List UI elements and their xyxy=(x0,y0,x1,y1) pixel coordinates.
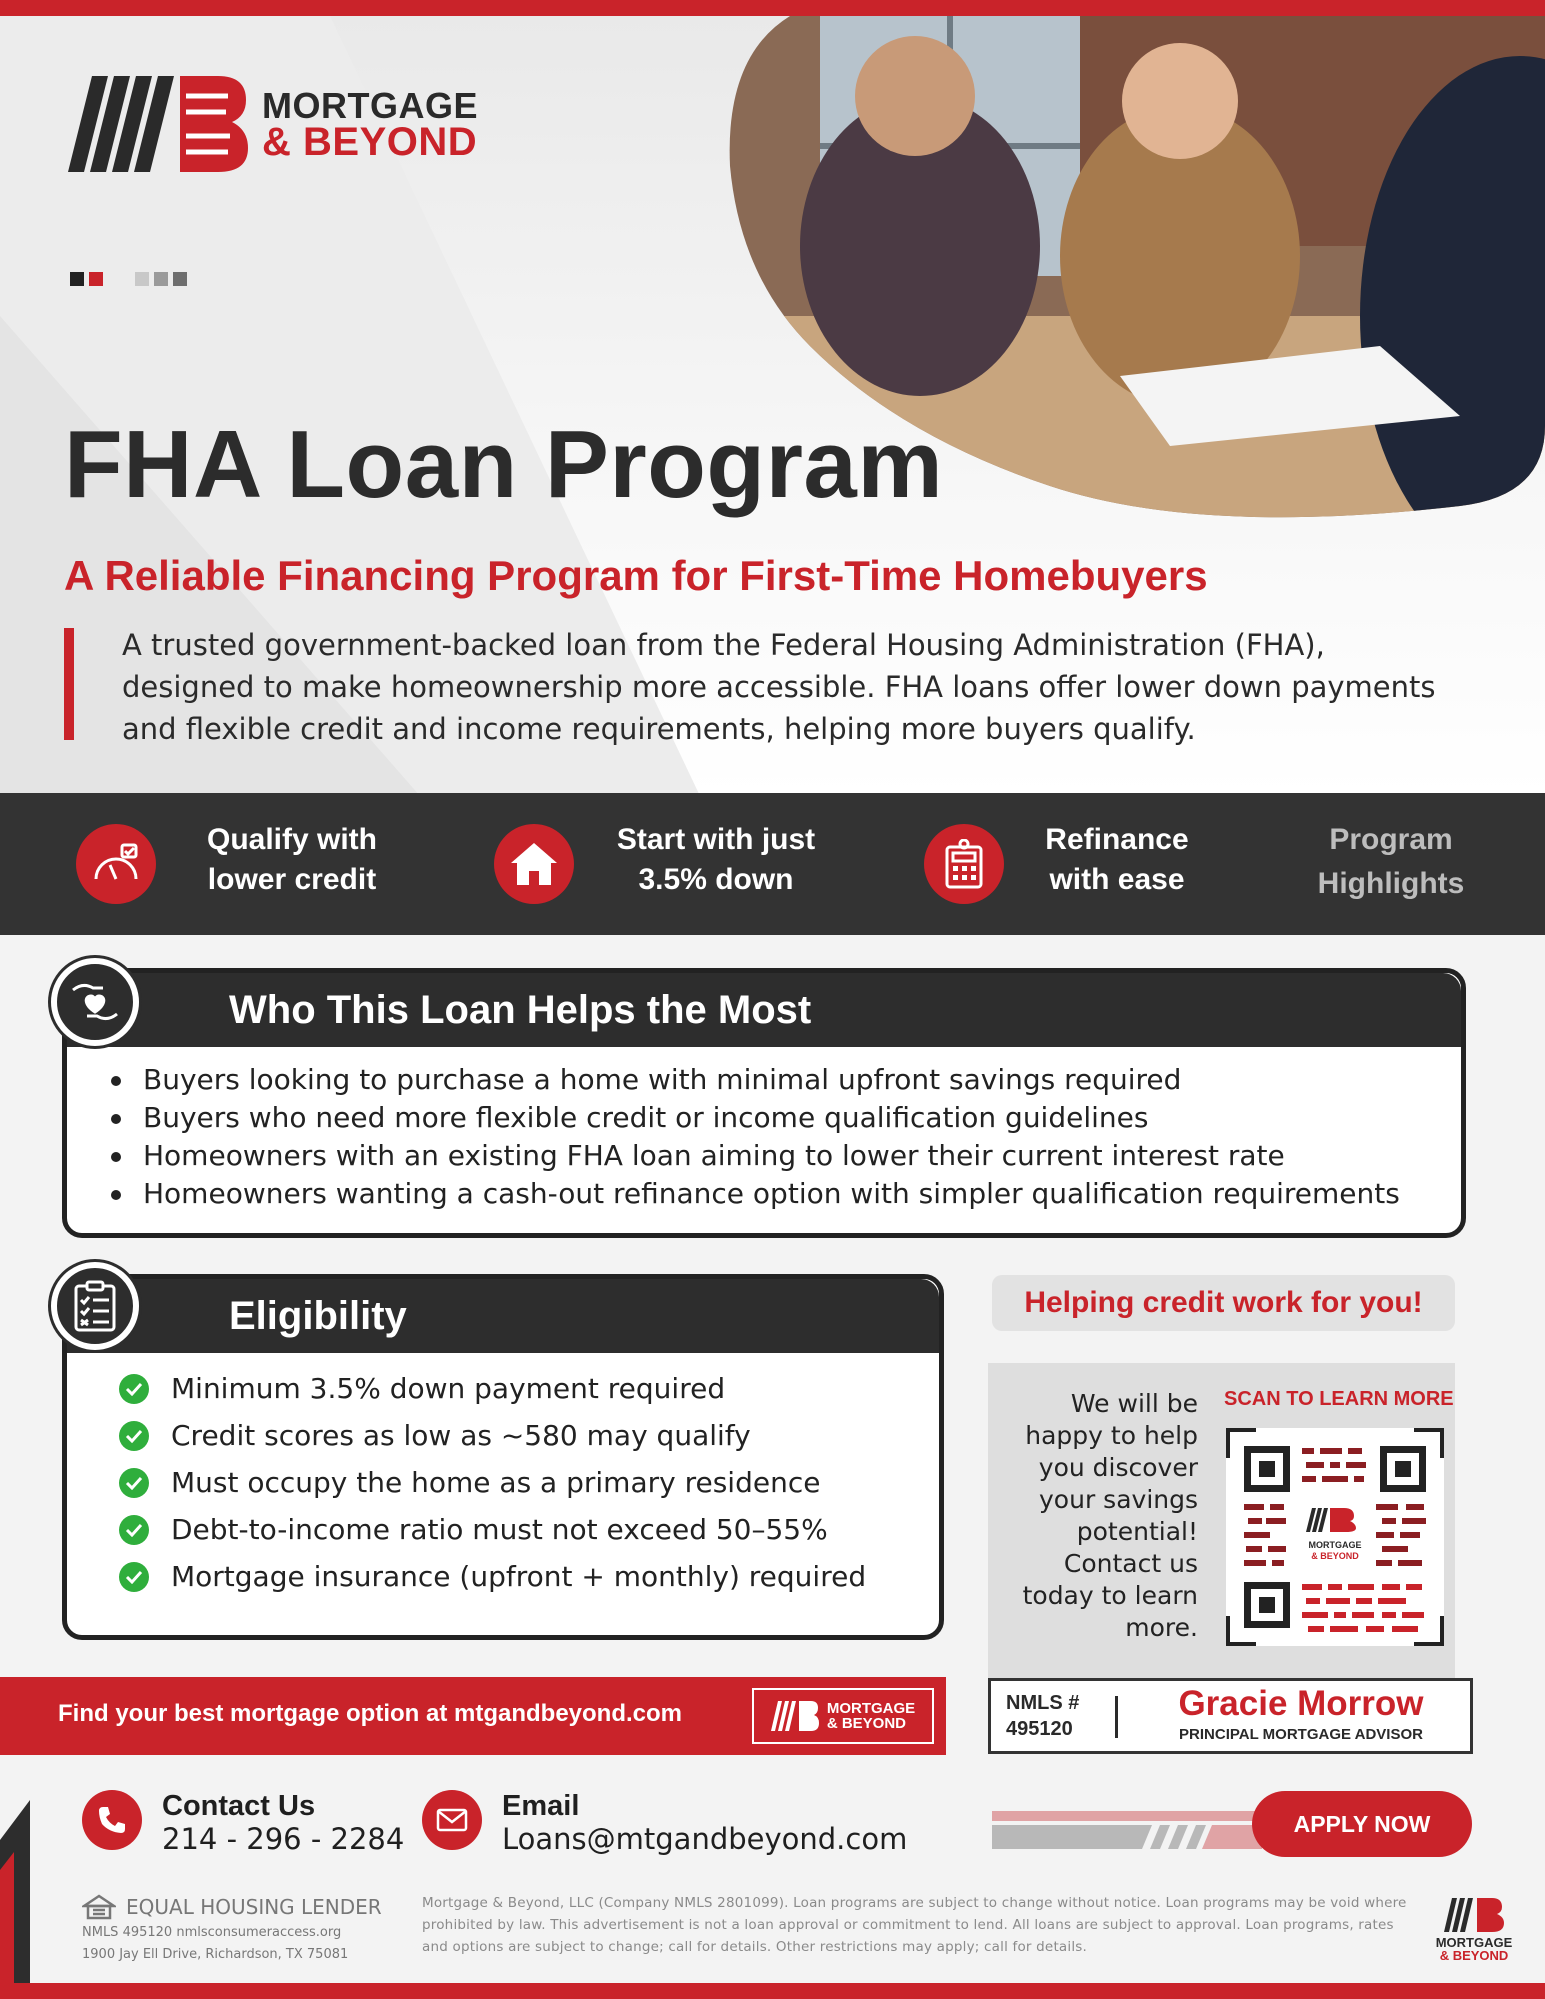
list-item xyxy=(119,1412,939,1459)
list-item: Buyers who need more flexible credit or income qualification guidelines xyxy=(101,1099,1461,1137)
find-bar-logo xyxy=(752,1688,934,1744)
check-icon xyxy=(119,1374,149,1404)
apply-decoration-bars xyxy=(992,1811,1262,1851)
program-highlights-title-line1: Program xyxy=(1329,823,1453,856)
list-item xyxy=(119,1506,939,1553)
list-item xyxy=(119,1553,939,1600)
email-icon xyxy=(422,1790,482,1850)
credit-gauge-icon xyxy=(76,824,156,904)
corner-stripes-decoration xyxy=(0,1800,30,1983)
top-accent-stripe xyxy=(0,0,1545,16)
equal-housing-lender xyxy=(82,1894,382,1920)
highlight-refinance xyxy=(1024,820,1210,900)
eligibility-item-text: Minimum 3.5% down payment required xyxy=(171,1372,726,1405)
apply-now-button[interactable]: APPLY NOW xyxy=(1252,1791,1472,1857)
brand-logo xyxy=(68,76,478,172)
find-mortgage-text: Find your best mortgage option at mtgandbeyond.com xyxy=(58,1700,683,1727)
legal-disclaimer: Mortgage & Beyond, LLC (Company NMLS 2801099). Loan programs are subject to change without notice. Loan programs may be void where prohibited by law. This advertisement is not a loan approval or commitment to lend. All loans are subject to approval. Loan programs, rates and options are subject to change; call for details. Other restrictions may apply; call for details. xyxy=(422,1895,1407,1955)
footer-nmls-line: NMLS 495120 nmlsconsumeraccess.org xyxy=(82,1925,342,1940)
brand-name-line1: MORTGAGE xyxy=(262,85,478,126)
intro-accent-bar xyxy=(64,628,74,740)
list-item xyxy=(119,1365,939,1412)
caring-hands-icon xyxy=(51,958,139,1046)
qr-code-icon[interactable] xyxy=(1226,1428,1444,1646)
mb-monogram-icon xyxy=(68,76,248,172)
qr-logo-line2: & BEYOND xyxy=(1311,1551,1359,1561)
advisor-name: Gracie Morrow xyxy=(1178,1684,1424,1723)
equal-housing-text: EQUAL HOUSING LENDER xyxy=(126,1895,382,1919)
find-bar-logo-text xyxy=(827,1701,915,1731)
scan-label: SCAN TO LEARN MORE xyxy=(1224,1388,1454,1410)
qr-message: We will be happy to help you discover your savings potential! Contact us today to learn more. xyxy=(1022,1389,1198,1642)
brand-name-line2: & BEYOND xyxy=(262,120,478,164)
qr-logo-line1: MORTGAGE xyxy=(1308,1540,1362,1550)
highlight-refinance-line2: with ease xyxy=(1049,863,1185,896)
eligibility-item-text: Mortgage insurance (upfront + monthly) required xyxy=(171,1560,867,1593)
eligibility-item-text: Debt-to-income ratio must not exceed 50–55% xyxy=(171,1513,828,1546)
highlight-refinance-line1: Refinance xyxy=(1045,823,1189,856)
list-item: Buyers looking to purchase a home with minimal upfront savings required xyxy=(101,1061,1461,1099)
highlight-down-line2: 3.5% down xyxy=(638,863,794,896)
who-heading: Who This Loan Helps the Most xyxy=(67,973,1461,1047)
footer-logo-line2: & BEYOND xyxy=(1439,1948,1509,1963)
house-icon xyxy=(494,824,574,904)
checklist-icon xyxy=(51,1262,139,1350)
decorative-squares xyxy=(70,272,187,286)
equal-housing-icon xyxy=(82,1894,116,1920)
eligibility-heading: Eligibility xyxy=(67,1279,939,1353)
check-icon xyxy=(119,1515,149,1545)
email-address[interactable]: Loans@mtgandbeyond.com xyxy=(502,1822,908,1856)
advisor-divider xyxy=(1115,1696,1118,1738)
phone-number[interactable]: 214 - 296 - 2284 xyxy=(162,1822,405,1856)
find-bar-logo-line1: MORTGAGE xyxy=(826,1700,916,1717)
page-subtitle: A Reliable Financing Program for First-Time Homebuyers xyxy=(64,552,1208,599)
highlight-credit-line1: Qualify with xyxy=(206,823,377,856)
who-panel xyxy=(62,968,1466,1238)
highlight-down-payment xyxy=(596,820,836,900)
highlight-down-line1: Start with just xyxy=(616,823,816,856)
footer-address: 1900 Jay Ell Drive, Richardson, TX 75081 xyxy=(82,1947,349,1962)
highlight-credit-line2: lower credit xyxy=(207,863,377,896)
advisor-role: PRINCIPAL MORTGAGE ADVISOR xyxy=(1179,1726,1423,1743)
calculator-icon xyxy=(924,824,1004,904)
program-highlights-title-line2: Highlights xyxy=(1317,867,1465,900)
advisor-nmls xyxy=(1006,1690,1079,1742)
footer-license-info xyxy=(82,1922,348,1966)
phone-icon xyxy=(82,1790,142,1850)
footer-logo-line1: MORTGAGE xyxy=(1435,1935,1513,1950)
bottom-accent-stripe xyxy=(0,1983,1545,1999)
eligibility-panel xyxy=(62,1274,944,1640)
list-item: Homeowners wanting a cash-out refinance option with simpler qualification requirements xyxy=(101,1175,1461,1213)
program-highlights-title xyxy=(1298,818,1484,906)
check-icon xyxy=(119,1468,149,1498)
nmls-label: NMLS # xyxy=(1006,1692,1080,1714)
helping-credit-banner: Helping credit work for you! xyxy=(992,1275,1455,1331)
check-icon xyxy=(119,1421,149,1451)
footer-logo xyxy=(1432,1898,1516,1962)
eligibility-item-text: Must occupy the home as a primary residence xyxy=(171,1466,821,1499)
eligibility-item-text: Credit scores as low as ~580 may qualify xyxy=(171,1419,751,1452)
intro-paragraph: A trusted government-backed loan from the Federal Housing Administration (FHA), designed to make homeownership more accessible. FHA loans offer lower down payments and flexible credit and income requirements, helping more buyers qualify. xyxy=(122,628,1436,746)
highlight-credit xyxy=(176,820,408,900)
check-icon xyxy=(119,1562,149,1592)
mb-monogram-icon xyxy=(771,1701,819,1731)
list-item xyxy=(119,1459,939,1506)
phone-label: Contact Us xyxy=(162,1790,316,1822)
who-list xyxy=(67,1047,1461,1213)
brand-name xyxy=(262,85,478,164)
nmls-number: 495120 xyxy=(1006,1718,1073,1740)
find-bar-logo-line2: & BEYOND xyxy=(826,1715,907,1732)
eligibility-list xyxy=(67,1353,939,1600)
list-item: Homeowners with an existing FHA loan aiming to lower their current interest rate xyxy=(101,1137,1461,1175)
mb-monogram-icon xyxy=(1444,1898,1504,1932)
email-label: Email xyxy=(502,1790,580,1822)
page-title: FHA Loan Program xyxy=(64,411,944,518)
